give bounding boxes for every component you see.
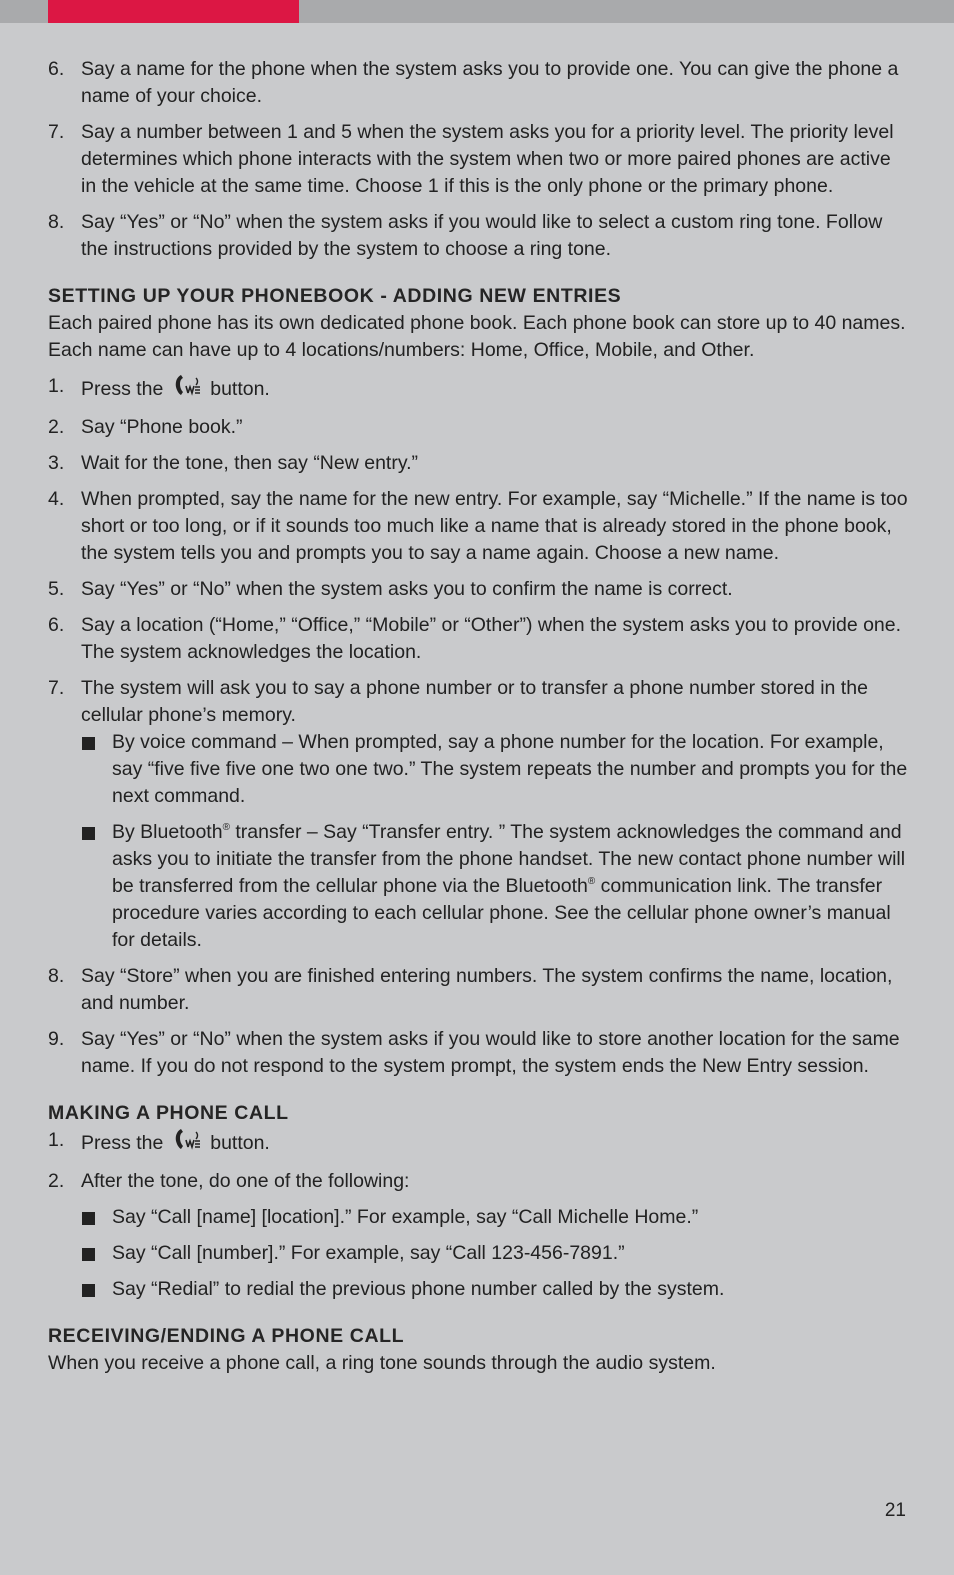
bullet-item-bluetooth: By Bluetooth® transfer – Say “Transfer entry. ” The system acknowledges the command and asks you to initiate the transfer from the phone handset. The new contact phone number will be transferred from the cellular phone via the Bluetooth® communication link. The transfer procedure varies according to each cellular phone. See the cellular phone owner’s manual for details. — [48, 819, 910, 954]
page-number: 21 — [884, 1500, 906, 1521]
voice-phone-icon — [172, 1127, 202, 1159]
list-item: 7. The system will ask you to say a phone number or to transfer a phone number stored in the cellular phone’s memory. — [48, 677, 868, 726]
list-item: 6. Say a name for the phone when the system asks you to provide one. You can give the phone a name of your choice. — [48, 58, 899, 107]
list-item: 6. Say a location (“Home,” “Office,” “Mobile” or “Other”) when the system asks you to provide one. The system acknowledges the location. — [48, 614, 902, 663]
bullet-item: Say “Redial” to redial the previous phone number called by the system. — [48, 1276, 910, 1303]
list-item: 4. When prompted, say the name for the new entry. For example, say “Michelle.” If the name is too short or too long, or if it sounds too much like a name that is already stored in the phone book, the system tells you and prompts you to say a name again. Choose a new name. — [48, 488, 908, 564]
list-item: 7. Say a number between 1 and 5 when the system asks you for a priority level. The priority level determines which phone interacts with the system when two or more paired phones are active in the vehicle at the same time. Choose 1 if this is the only phone or the primary phone. — [48, 121, 894, 197]
list-item: 1. Press the button. — [48, 1127, 910, 1159]
square-bullet-icon — [82, 827, 95, 840]
red-accent-bar — [48, 0, 299, 23]
voice-phone-icon — [172, 373, 202, 405]
section-heading-phonebook: SETTING UP YOUR PHONEBOOK - ADDING NEW ENTRIES — [48, 285, 622, 307]
list-item: 1. Press the button. — [48, 373, 910, 405]
receive-text: When you receive a phone call, a ring tone sounds through the audio system. — [48, 1352, 716, 1374]
list-item: 5. Say “Yes” or “No” when the system asks you to confirm the name is correct. — [48, 578, 733, 600]
section-heading-call: MAKING A PHONE CALL — [48, 1102, 289, 1124]
list-item: 3. Wait for the tone, then say “New entry.” — [48, 452, 419, 474]
bullet-item-voice: By voice command – When prompted, say a phone number for the location. For example, say “five five five one two one two.” The system repeats the number and prompts you for the next command. — [48, 729, 910, 810]
list-item: 2. After the tone, do one of the following: — [48, 1170, 410, 1192]
square-bullet-icon — [82, 737, 95, 750]
list-item: 2. Say “Phone book.” — [48, 416, 243, 438]
list-item: 8. Say “Store” when you are finished entering numbers. The system confirms the name, location, and number. — [48, 965, 893, 1014]
square-bullet-icon — [82, 1212, 95, 1225]
bullet-item: Say “Call [name] [location].” For example, say “Call Michelle Home.” — [48, 1204, 910, 1231]
top-bar — [0, 0, 954, 23]
phonebook-intro: Each paired phone has its own dedicated phone book. Each phone book can store up to 40 names. Each name can have up to 4 locations/numbers: Home, Office, Mobile, and Other. — [48, 312, 906, 361]
page-content — [48, 56, 910, 1386]
section-heading-receive: RECEIVING/ENDING A PHONE CALL — [48, 1325, 405, 1347]
list-item: 8. Say “Yes” or “No” when the system asks if you would like to select a custom ring tone. Follow the instructions provided by the system to choose a ring tone. — [48, 211, 883, 260]
list-item: 9. Say “Yes” or “No” when the system asks if you would like to store another location for the same name. If you do not respond to the system prompt, the system ends the New Entry session. — [48, 1028, 900, 1077]
square-bullet-icon — [82, 1248, 95, 1261]
square-bullet-icon — [82, 1284, 95, 1297]
bullet-item: Say “Call [number].” For example, say “Call 123-456-7891.” — [48, 1240, 910, 1267]
